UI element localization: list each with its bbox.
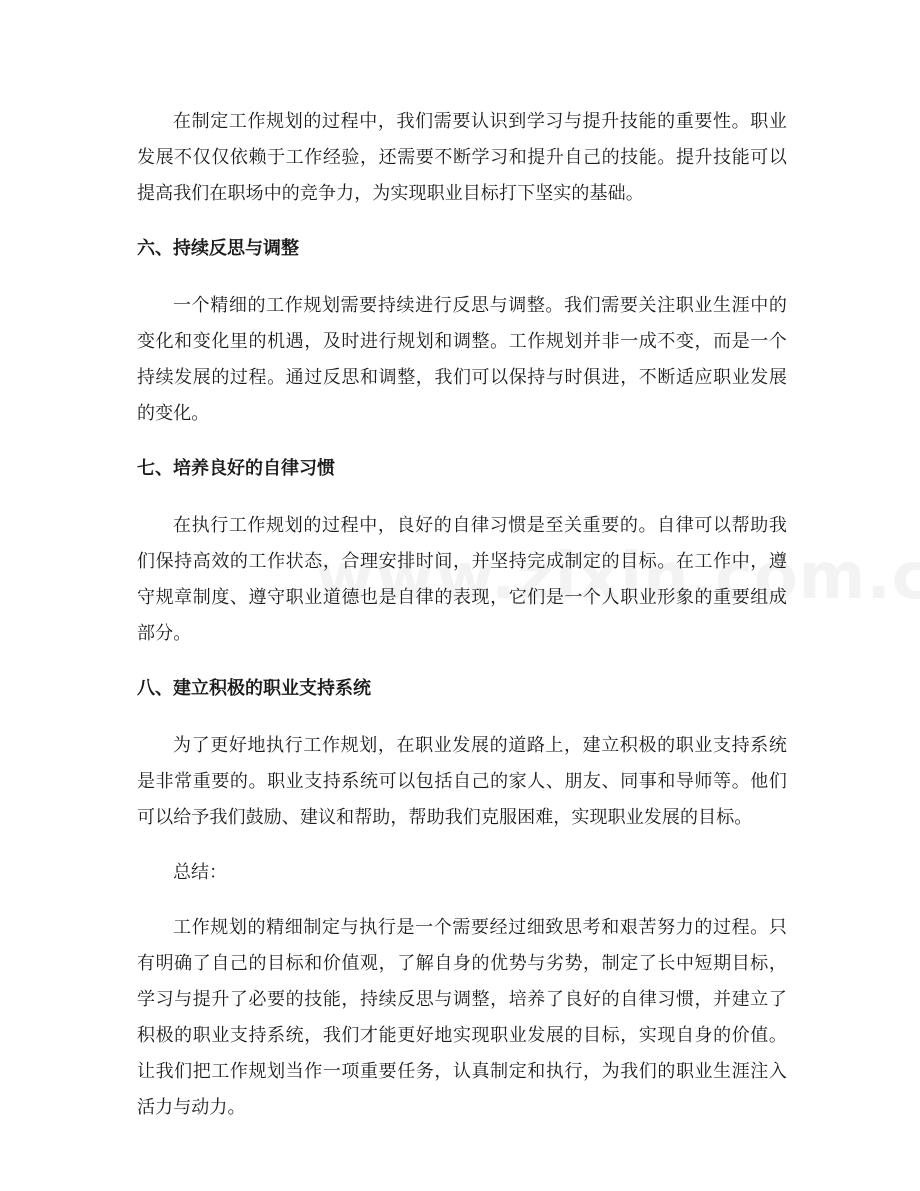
spacer — [137, 891, 787, 910]
heading-support-system: 八、建立积极的职业支持系统 — [137, 678, 371, 699]
spacer — [137, 432, 787, 451]
spacer — [137, 836, 787, 855]
paragraph-support-system: 为了更好地执行工作规划，在职业发展的道路上，建立积极的职业支持系统是非常重要的。职业支持系统可以包括自己的家人、朋友、同事和导师等。他们可以给予我们鼓励、建议和帮助，帮助我们克服困难，实现职业发展的目标。 — [137, 735, 787, 828]
summary-label: 总结： — [173, 862, 227, 883]
spacer — [137, 267, 787, 288]
paragraph-summary: 工作规划的精细制定与执行是一个需要经过细致思考和艰苦努力的过程。只有明确了自己的目标和价值观，了解自身的优势与劣势，制定了长中短期目标，学习与提升了必要的技能，持续反思与调整，培养了良好的自律习惯，并建立了积极的职业支持系统，我们才能更好地实现职业发展的目标，实现自身的价值。让我们把工作规划当作一项重要任务，认真制定和执行，为我们的职业生涯注入活力与动力。 — [137, 917, 787, 1118]
paragraph-reflection: 一个精细的工作规划需要持续进行反思与调整。我们需要关注职业生涯中的变化和变化里的机遇，及时进行规划和调整。工作规划并非一成不变，而是一个持续发展的过程。通过反思和调整，我们可以保持与时俱进，不断适应职业发展的变化。 — [137, 295, 787, 424]
document-body — [137, 104, 787, 1126]
spacer — [137, 212, 787, 231]
spacer — [137, 487, 787, 508]
heading-reflection: 六、持续反思与调整 — [137, 238, 299, 259]
heading-self-discipline: 七、培养良好的自律习惯 — [137, 458, 335, 479]
paragraph-self-discipline: 在执行工作规划的过程中，良好的自律习惯是至关重要的。自律可以帮助我们保持高效的工作状态，合理安排时间，并坚持完成制定的目标。在工作中，遵守规章制度、遵守职业道德也是自律的表现，它们是一个人职业形象的重要组成部分。 — [137, 515, 787, 644]
paragraph-skills: 在制定工作规划的过程中，我们需要认识到学习与提升技能的重要性。职业发展不仅仅依赖于工作经验，还需要不断学习和提升自己的技能。提升技能可以提高我们在职场中的竞争力，为实现职业目标打下坚实的基础。 — [137, 111, 787, 204]
spacer — [137, 652, 787, 671]
spacer — [137, 707, 787, 728]
